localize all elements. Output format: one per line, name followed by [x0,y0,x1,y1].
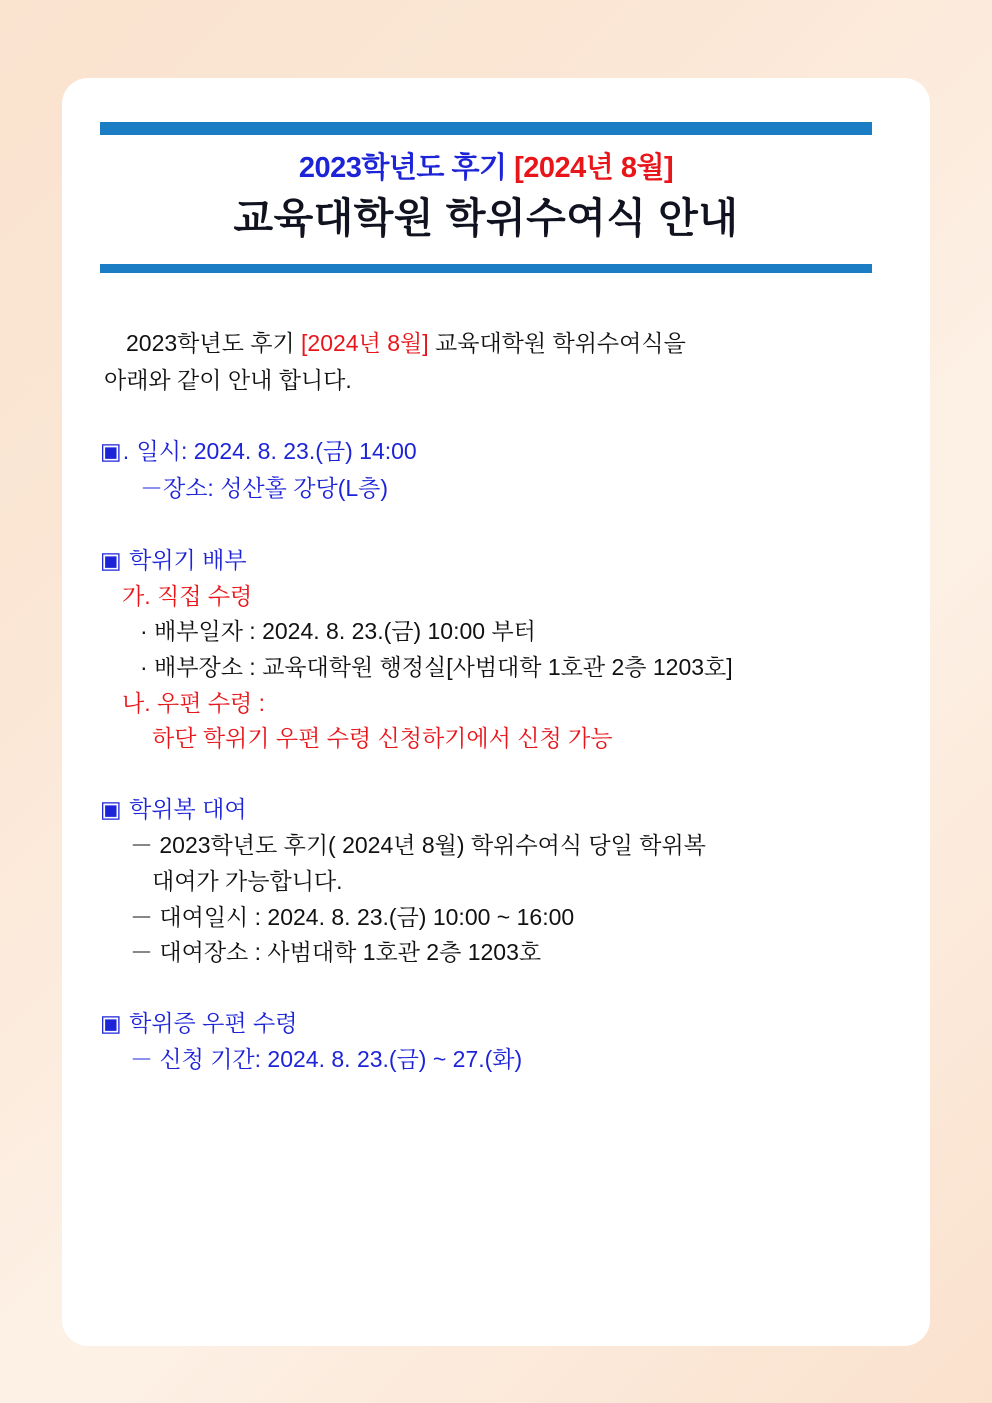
gown-line-2: 대여가 가능합니다. [152,867,343,894]
section-gown-heading-text: 학위복 대여 [122,795,247,822]
diploma-item-a-title: 가. 직접 수령 [122,582,253,609]
section-gown [100,791,890,971]
section-datetime [100,433,890,508]
diploma-item-b-line-1: 하단 학위기 우편 수령 신청하기에서 신청 가능 [152,725,613,752]
intro-line-1 [104,325,890,362]
title-line-1 [100,149,872,188]
diploma-item-a-line-1: · 배부일자 : 2024. 8. 23.(금) 10:00 부터 [140,618,536,645]
divider-top [100,122,872,135]
square-marker-icon: ▣ [100,1009,123,1036]
intro-part-2: [2024년 8월] [301,329,429,356]
section-datetime-heading [100,433,890,470]
notice-inner [100,122,892,1078]
divider-bottom [100,264,872,273]
diploma-item-a-line-2: · 배부장소 : 교육대학원 행정실[사범대학 1호관 2층 1203호] [140,654,733,681]
mail-line-1: － 신청 기간: 2024. 8. 23.(금) ~ 27.(화) [130,1046,523,1073]
section-mail-heading [100,1005,890,1042]
gown-line-3: － 대여일시 : 2024. 8. 23.(금) 10:00 ~ 16:00 [130,903,575,930]
section-mail [100,1005,890,1078]
page-title: 교육대학원 학위수여식 안내 [233,195,739,242]
section-diploma [100,542,890,757]
section-datetime-heading-text: 일시: 2024. 8. 23.(금) 14:00 [130,438,417,465]
title-month-label: [2024년 8월] [514,152,674,184]
notice-card [62,78,930,1346]
section-diploma-heading-text: 학위기 배부 [122,546,247,573]
square-marker-icon: ▣ [100,795,123,822]
notice-body [100,325,890,1078]
intro-paragraph [104,325,890,400]
section-mail-heading-text: 학위증 우편 수령 [122,1009,298,1036]
gown-line-1: － 2023학년도 후기( 2024년 8월) 학위수여식 당일 학위복 [130,832,706,859]
gown-line-4: － 대여장소 : 사범대학 1호관 2층 1203호 [130,939,542,966]
section-gown-heading [100,791,890,828]
square-marker-icon: ▣ [100,546,123,573]
square-marker-icon: ▣. [100,438,131,465]
title-year-label: 2023학년도 후기 [298,152,515,184]
diploma-item-b-title: 나. 우편 수령 : [122,689,266,716]
section-diploma-heading [100,542,890,579]
intro-part-1: 2023학년도 후기 [126,329,302,356]
section-datetime-place: －장소: 성산홀 강당(L층) [140,475,389,502]
intro-line-2: 아래와 같이 안내 합니다. [104,366,352,393]
title-block [100,135,872,254]
intro-part-3: 교육대학원 학위수여식을 [428,329,686,356]
